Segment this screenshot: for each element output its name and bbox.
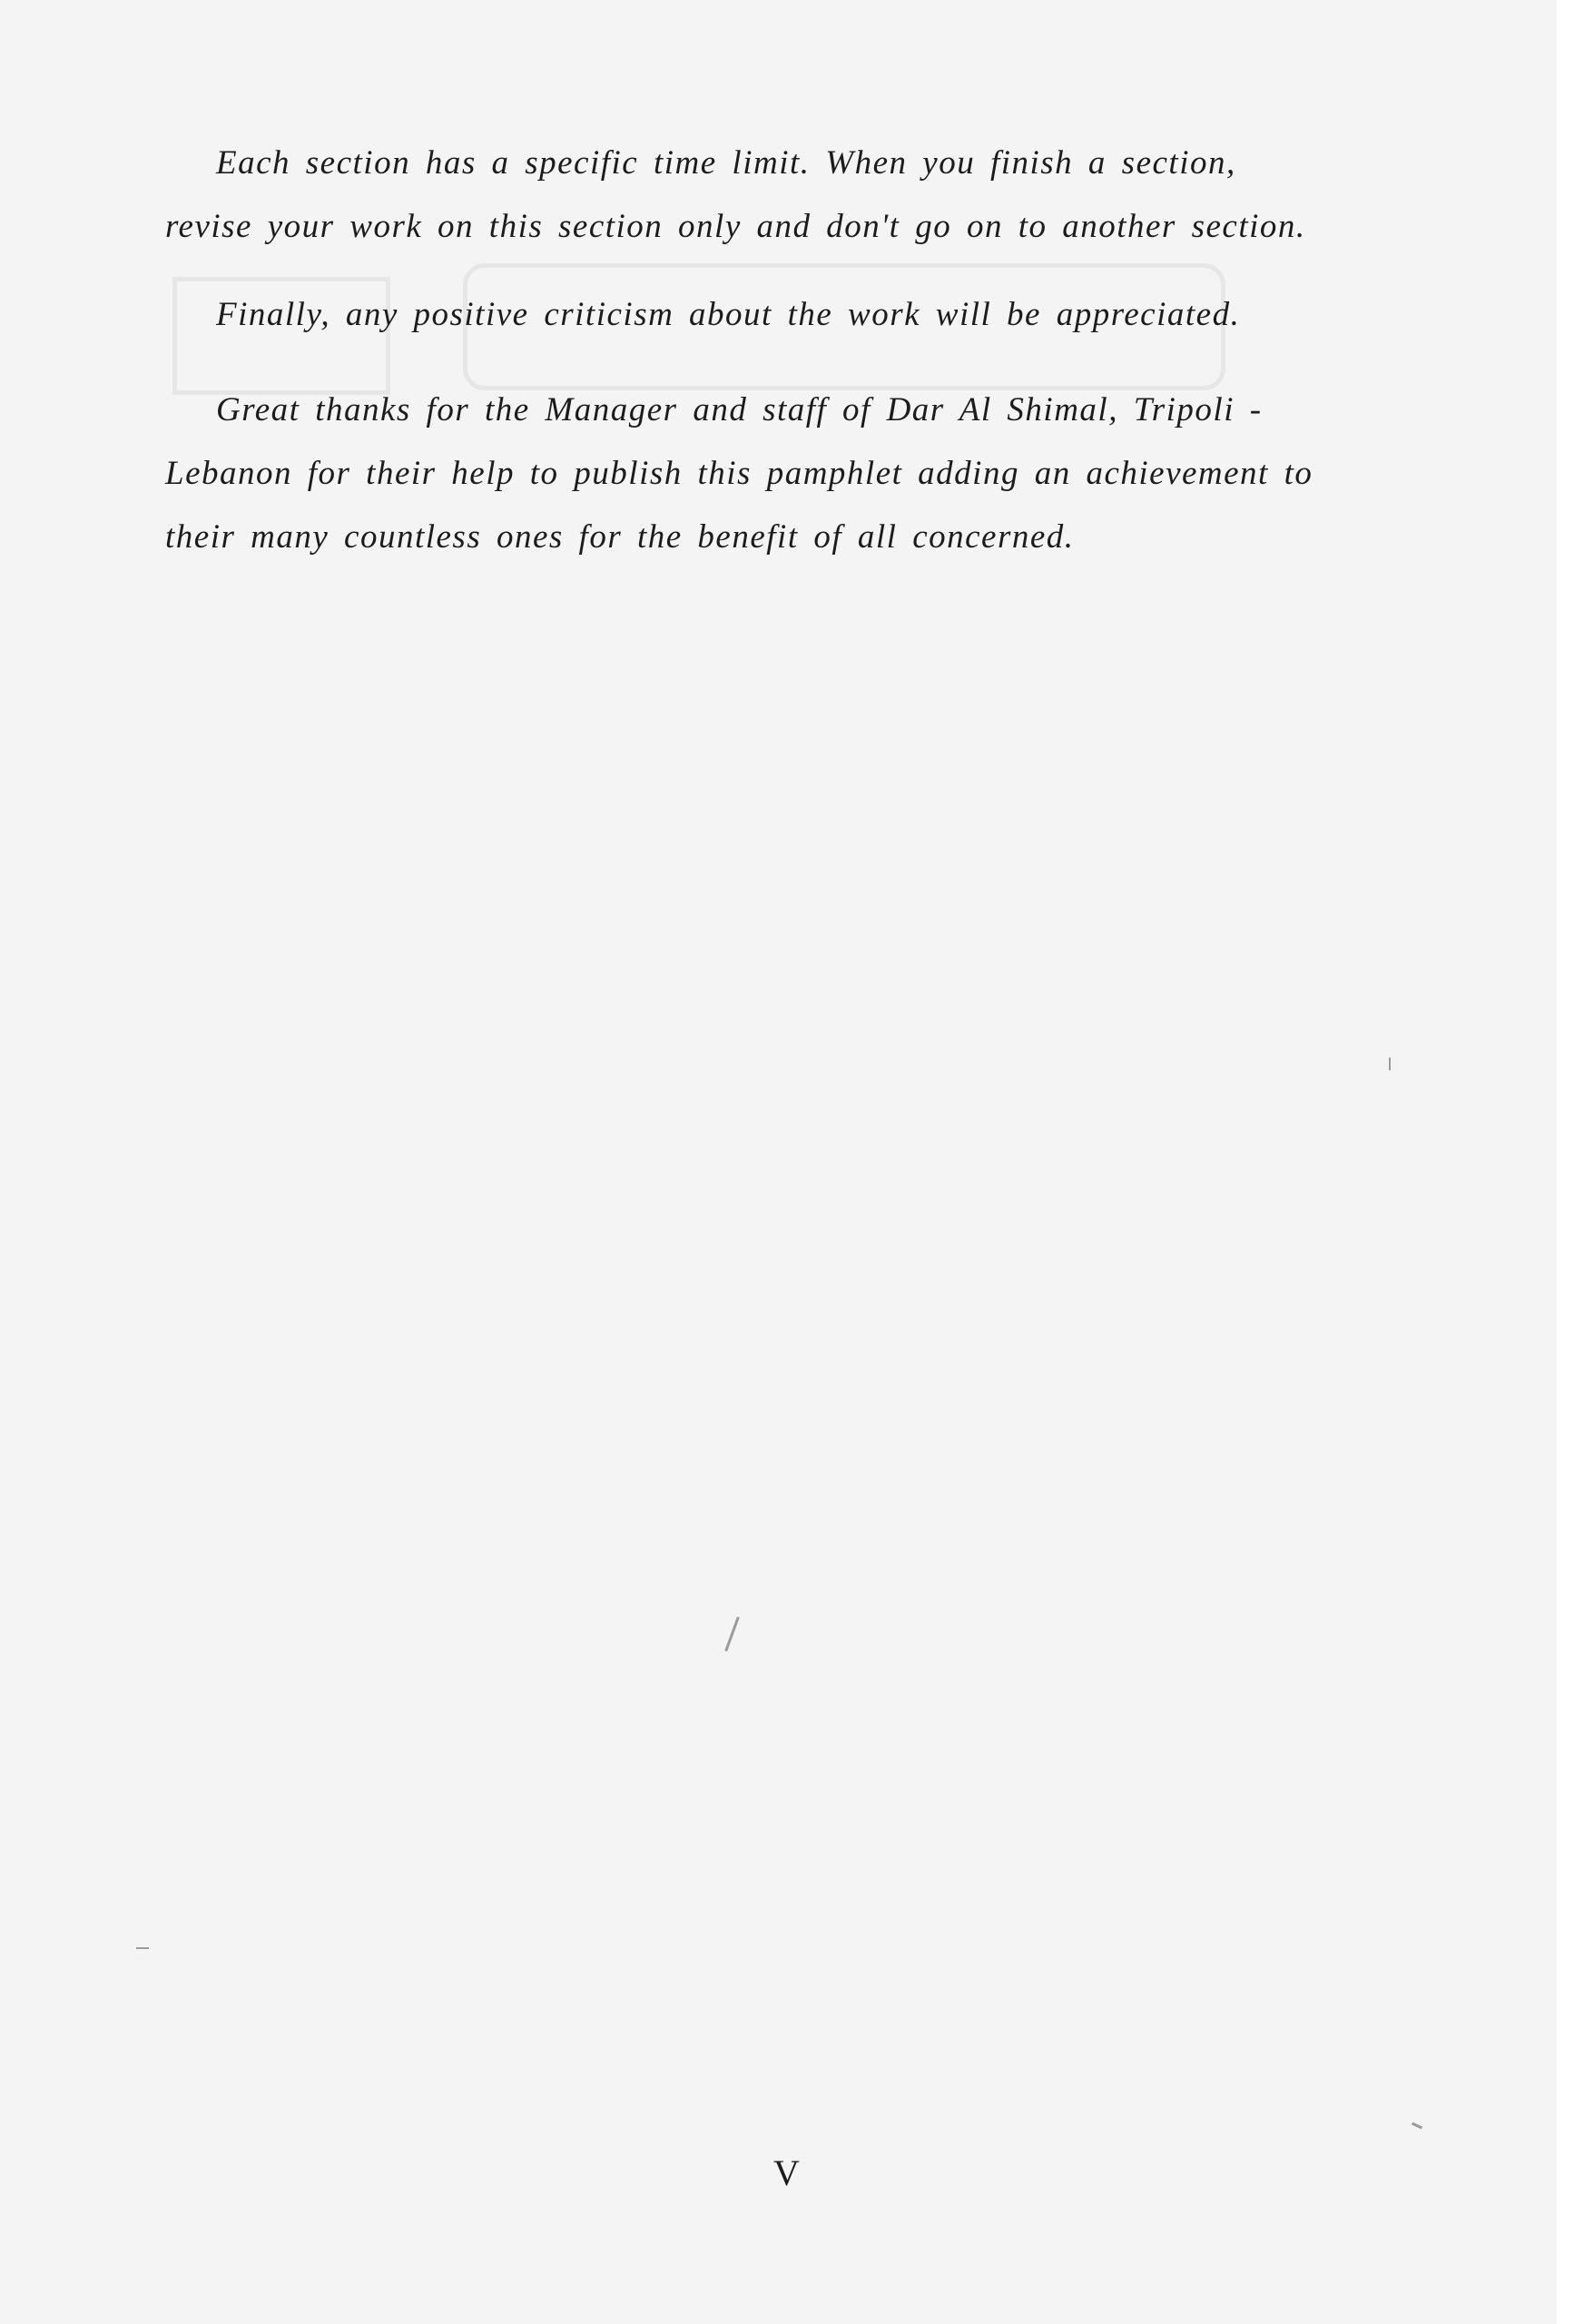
scan-margin <box>1557 0 1584 2324</box>
scan-speck <box>136 1947 149 1949</box>
text-line: revise your work on this section only and don't go on to another section. <box>165 208 1306 245</box>
scan-speck <box>1412 2122 1422 2130</box>
text-line: Lebanon for their help to publish this pamphlet adding an achievement to <box>165 455 1313 492</box>
text-line: Each section has a specific time limit. When you finish a section, <box>216 144 1236 182</box>
scan-speck <box>1389 1058 1391 1070</box>
text-line: Finally, any positive criticism about the work will be appreciated. <box>216 296 1241 333</box>
page-number: V <box>773 2152 800 2193</box>
scan-speck <box>724 1617 739 1652</box>
text-line: Great thanks for the Manager and staff of Dar Al Shimal, Tripoli - <box>216 391 1263 428</box>
text-line: their many countless ones for the benefit of all concerned. <box>165 518 1075 556</box>
